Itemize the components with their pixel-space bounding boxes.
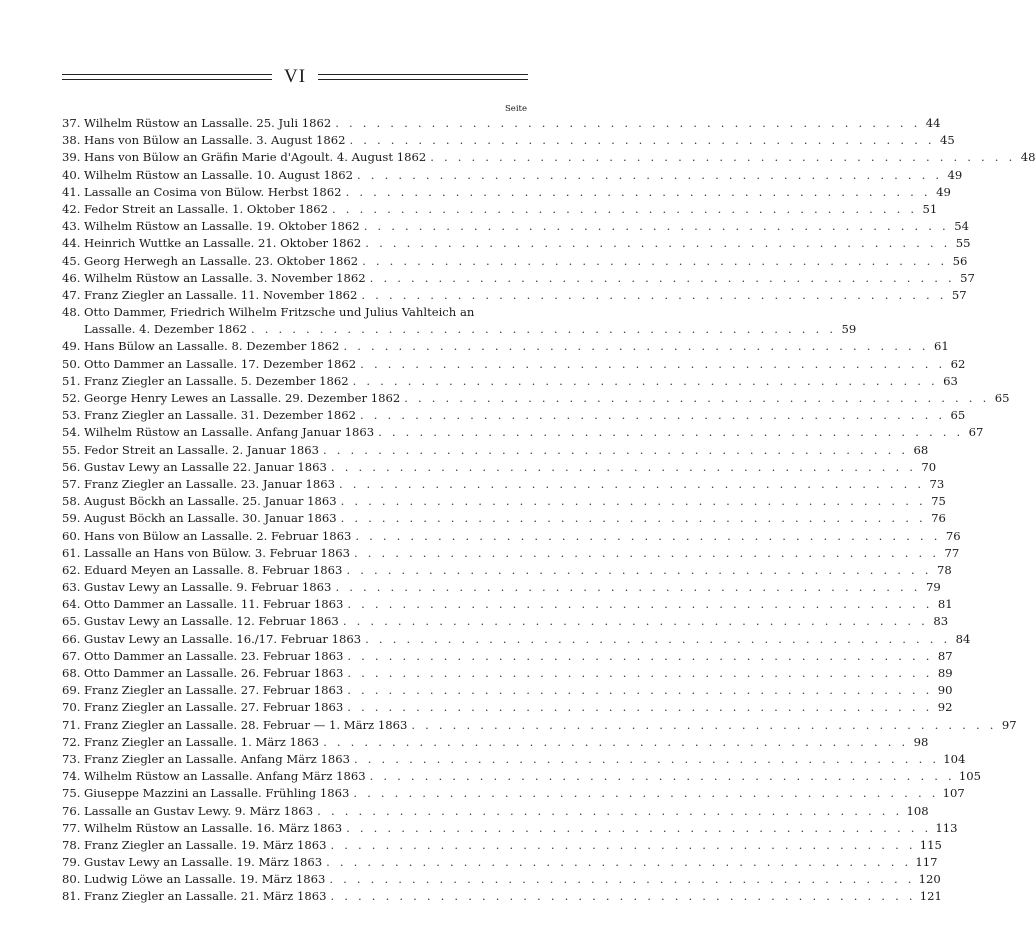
dot-leader: . . . . . . . . . . . . . . . . . . . . . . . . . . . . . . . . . . . . . . . . . . .	[353, 545, 940, 560]
entry-title-continued: Lassalle. 4. Dezember 1862	[84, 322, 247, 337]
dot-leader: . . . . . . . . . . . . . . . . . . . . . . . . . . . . . . . . . . . . . . . . . . .	[430, 150, 1016, 165]
dot-leader: . . . . . . . . . . . . . . . . . . . . . . . . . . . . . . . . . . . . . . . . . . .	[343, 339, 929, 354]
entry-page: 44	[925, 116, 941, 130]
toc-entry	[62, 596, 953, 613]
entry-title: Franz Ziegler an Lassalle. 27. Februar 1863	[84, 683, 344, 698]
toc-entry	[62, 837, 942, 854]
toc-entry	[62, 648, 953, 665]
dot-leader: . . . . . . . . . . . . . . . . . . . . . . . . . . . . . . . . . . . . . . . . . . .	[339, 476, 925, 491]
entry-number: 73.	[62, 751, 81, 766]
dot-leader: . . . . . . . . . . . . . . . . . . . . . . . . . . . . . . . . . . . . . . . . . . .	[346, 820, 932, 835]
entry-title: Franz Ziegler an Lassalle. 28. Februar — 1. März 1863	[84, 717, 408, 732]
entry-number: 42.	[62, 201, 81, 216]
entry-number: 38.	[62, 133, 81, 148]
entry-title: Franz Ziegler an Lassalle. 31. Dezember 1862	[84, 408, 356, 423]
entry-page: 104	[943, 751, 966, 766]
entry-page: 51	[922, 201, 938, 216]
entry-page: 115	[919, 837, 942, 852]
entry-title: Wilhelm Rüstow an Lassalle. 19. Oktober 1862	[84, 219, 360, 234]
entry-number: 43.	[62, 219, 81, 234]
entry-number: 37.	[62, 116, 81, 130]
toc-entry	[62, 442, 929, 459]
dot-leader: . . . . . . . . . . . . . . . . . . . . . . . . . . . . . . . . . . . . . . . . . . .	[347, 683, 933, 698]
entry-page: 77	[944, 545, 960, 560]
entry-page: 54	[954, 219, 969, 234]
entry-title: Hans von Bülow an Gräfin Marie d'Agoult. 4. August 1862	[84, 150, 427, 165]
entry-page: 56	[952, 253, 968, 268]
entry-number: 48.	[62, 305, 81, 320]
dot-leader: . . . . . . . . . . . . . . . . . . . . . . . . . . . . . . . . . . . . . . . . . . .	[317, 803, 903, 818]
dot-leader: . . . . . . . . . . . . . . . . . . . . . . . . . . . . . . . . . . . . . . . . . . .	[342, 614, 929, 629]
entry-page: 78	[936, 562, 952, 577]
entry-page: 79	[925, 580, 941, 595]
entry-page: 67	[968, 425, 984, 440]
entry-title: Gustav Lewy an Lassalle. 19. März 1863	[84, 855, 323, 870]
entry-number: 67.	[62, 648, 81, 663]
dot-leader: . . . . . . . . . . . . . . . . . . . . . . . . . . . . . . . . . . . . . . . . . . .	[330, 459, 917, 474]
entry-page: 89	[937, 666, 953, 680]
toc-entry	[62, 631, 971, 648]
header-rule-left	[62, 74, 272, 80]
toc-entry	[62, 167, 963, 184]
entry-title: Wilhelm Rüstow an Lassalle. 10. August 1862	[84, 167, 354, 182]
toc-entry	[62, 785, 965, 802]
entry-page: 121	[919, 889, 942, 904]
entry-title: Giuseppe Mazzini an Lassalle. Frühling 1863	[84, 786, 350, 801]
entry-title: Franz Ziegler an Lassalle. 19. März 1863	[84, 837, 327, 852]
entry-title: Hans von Bülow an Lassalle. 3. August 1862	[84, 133, 346, 148]
toc-entry	[62, 682, 953, 699]
entry-title: Eduard Meyen an Lassalle. 8. Februar 1863	[84, 562, 343, 577]
toc-entry	[62, 270, 975, 287]
toc-entry	[62, 803, 929, 820]
dot-leader: . . . . . . . . . . . . . . . . . . . . . . . . . . . . . . . . . . . . . . . . . . .	[329, 872, 915, 887]
entry-title: Hans von Bülow an Lassalle. 2. Februar 1863	[84, 528, 352, 543]
entry-number: 59.	[62, 511, 81, 526]
dot-leader: . . . . . . . . . . . . . . . . . . . . . . . . . . . . . . . . . . . . . . . . . . .	[411, 717, 997, 732]
dot-leader: . . . . . . . . . . . . . . . . . . . . . . . . . . . . . . . . . . . . . . . . . . .	[360, 356, 946, 371]
entry-number: 79.	[62, 855, 81, 870]
entry-title: August Böckh an Lassalle. 30. Januar 1863	[84, 511, 337, 526]
toc-entry	[62, 665, 953, 682]
entry-title: August Böckh an Lassalle. 25. Januar 1863	[84, 494, 337, 509]
entry-title: Lassalle an Hans von Bülow. 3. Februar 1863	[84, 545, 350, 560]
entry-number: 75.	[62, 786, 81, 801]
dot-leader: . . . . . . . . . . . . . . . . . . . . . . . . . . . . . . . . . . . . . . . . . . .	[353, 786, 939, 801]
toc-entry	[62, 820, 958, 837]
entry-number: 51.	[62, 373, 81, 388]
entry-title: Franz Ziegler an Lassalle. 5. Dezember 1862	[84, 373, 349, 388]
dot-leader: . . . . . . . . . . . . . . . . . . . . . . . . . . . . . . . . . . . . . . . . . . .	[347, 597, 933, 612]
toc-entry	[62, 768, 982, 785]
dot-leader: . . . . . . . . . . . . . . . . . . . . . . . . . . . . . . . . . . . . . . . . . . .	[355, 528, 941, 543]
entry-number: 78.	[62, 837, 81, 852]
dot-leader: . . . . . . . . . . . . . . . . . . . . . . . . . . . . . . . . . . . . . . . . . . .	[332, 201, 918, 216]
entry-number: 68.	[62, 666, 81, 680]
dot-leader: . . . . . . . . . . . . . . . . . . . . . . . . . . . . . . . . . . . . . . . . . . .	[360, 408, 946, 423]
entry-page: 97	[1001, 717, 1017, 732]
entry-page: 76	[931, 511, 946, 526]
dot-leader: . . . . . . . . . . . . . . . . . . . . . . . . . . . . . . . . . . . . . . . . . . .	[361, 287, 947, 302]
entry-page: 65	[950, 408, 966, 423]
toc-entry	[62, 287, 967, 304]
entry-page: 87	[937, 648, 953, 663]
entry-number: 64.	[62, 597, 81, 612]
toc-entry	[62, 579, 941, 596]
toc-entry	[62, 562, 952, 579]
entry-title: Wilhelm Rüstow an Lassalle. Anfang März 1863	[84, 769, 366, 784]
entry-title: Wilhelm Rüstow an Lassalle. 16. März 1863	[84, 820, 343, 835]
entry-title: Otto Dammer an Lassalle. 23. Februar 1863	[84, 648, 344, 663]
entry-title: Gustav Lewy an Lassalle. 9. Februar 1863	[84, 580, 332, 595]
dot-leader: . . . . . . . . . . . . . . . . . . . . . . . . . . . . . . . . . . . . . . . . . . .	[369, 769, 955, 784]
toc-entry	[62, 751, 966, 768]
dot-leader: . . . . . . . . . . . . . . . . . . . . . . . . . . . . . . . . . . . . . . . . . . .	[349, 133, 935, 148]
entry-number: 54.	[62, 425, 81, 440]
entry-number: 74.	[62, 769, 81, 784]
toc-entry	[62, 201, 938, 218]
page-number: VI	[283, 66, 307, 87]
entry-page: 90	[937, 683, 953, 698]
dot-leader: . . . . . . . . . . . . . . . . . . . . . . . . . . . . . . . . . . . . . . . . . . .	[365, 631, 951, 646]
dot-leader: . . . . . . . . . . . . . . . . . . . . . . . . . . . . . . . . . . . . . . . . . . .	[352, 373, 938, 388]
entry-page: 48	[1020, 150, 1035, 165]
toc-entry	[62, 493, 946, 510]
entry-title: Franz Ziegler an Lassalle. Anfang März 1863	[84, 751, 350, 766]
table-of-contents	[62, 115, 1035, 906]
entry-page: 108	[906, 803, 929, 818]
entry-number: 57.	[62, 476, 81, 491]
entry-title: Wilhelm Rüstow an Lassalle. 25. Juli 1862	[84, 116, 332, 130]
entry-page: 73	[929, 476, 945, 491]
entry-title: Lassalle an Cosima von Bülow. Herbst 1862	[84, 184, 342, 199]
entry-number: 77.	[62, 820, 81, 835]
entry-page: 75	[931, 494, 946, 509]
entry-title: Gustav Lewy an Lassalle. 12. Februar 1863	[84, 614, 339, 629]
entry-page: 57	[960, 270, 975, 285]
entry-number: 53.	[62, 408, 81, 423]
entry-page: 68	[913, 442, 929, 457]
seite-label: Seite	[504, 104, 527, 114]
toc-entry	[62, 613, 949, 630]
entry-page: 45	[940, 133, 955, 148]
toc-entry	[62, 699, 953, 716]
entry-title: Lassalle an Gustav Lewy. 9. März 1863	[84, 803, 314, 818]
entry-page: 81	[937, 597, 953, 612]
entry-page: 83	[933, 614, 949, 629]
entry-page: 84	[955, 631, 971, 646]
entry-number: 72.	[62, 734, 81, 749]
dot-leader: . . . . . . . . . . . . . . . . . . . . . . . . . . . . . . . . . . . . . . . . . . .	[369, 270, 955, 285]
entry-number: 41.	[62, 184, 81, 199]
dot-leader: . . . . . . . . . . . . . . . . . . . . . . . . . . . . . . . . . . . . . . . . . . .	[340, 494, 926, 509]
entry-title: Heinrich Wuttke an Lassalle. 21. Oktober 1862	[84, 236, 362, 251]
entry-title: Franz Ziegler an Lassalle. 23. Januar 1863	[84, 476, 335, 491]
toc-entry	[62, 373, 958, 390]
toc-entry	[62, 304, 857, 338]
entry-number: 61.	[62, 545, 81, 560]
toc-entry	[62, 149, 1035, 166]
dot-leader: . . . . . . . . . . . . . . . . . . . . . . . . . . . . . . . . . . . . . . . . . . .	[346, 562, 932, 577]
toc-entry	[62, 871, 941, 888]
entry-page: 62	[950, 356, 966, 371]
toc-entry	[62, 510, 946, 527]
dot-leader: . . . . . . . . . . . . . . . . . . . . . . . . . . . . . . . . . . . . . . . . . . .	[322, 442, 909, 457]
entry-page: 49	[936, 184, 951, 199]
entry-page: 49	[947, 167, 963, 182]
toc-entry	[62, 356, 966, 373]
entry-title: Otto Dammer an Lassalle. 17. Dezember 1862	[84, 356, 357, 371]
toc-entry	[62, 218, 969, 235]
entry-number: 70.	[62, 700, 81, 715]
entry-page: 117	[915, 855, 938, 870]
entry-title: Hans Bülow an Lassalle. 8. Dezember 1862	[84, 339, 340, 354]
entry-number: 58.	[62, 494, 81, 509]
entry-title: Fedor Streit an Lassalle. 2. Januar 1863	[84, 442, 319, 457]
entry-page: 65	[994, 391, 1010, 405]
toc-entry	[62, 734, 929, 751]
entry-number: 52.	[62, 391, 81, 405]
header-rule-right	[318, 74, 528, 80]
entry-number: 65.	[62, 614, 81, 629]
entry-title: Otto Dammer, Friedrich Wilhelm Fritzsche und Julius Vahlteich an	[84, 305, 475, 320]
toc-entry	[62, 407, 966, 424]
entry-title: George Henry Lewes an Lassalle. 29. Dezember 1862	[84, 391, 401, 405]
entry-page: 57	[951, 287, 967, 302]
entry-number: 76.	[62, 803, 81, 818]
toc-entry	[62, 253, 968, 270]
dot-leader: . . . . . . . . . . . . . . . . . . . . . . . . . . . . . . . . . . . . . . . . . . .	[404, 391, 990, 405]
dot-leader: . . . . . . . . . . . . . . . . . . . . . . . . . . . . . . . . . . . . . . . . . . .	[340, 511, 926, 526]
entry-title: Georg Herwegh an Lassalle. 23. Oktober 1862	[84, 253, 359, 268]
entry-title: Fedor Streit an Lassalle. 1. Oktober 1862	[84, 201, 329, 216]
dot-leader: . . . . . . . . . . . . . . . . . . . . . . . . . . . . . . . . . . . . . . . . . . .	[353, 751, 940, 766]
entry-page: 76	[945, 528, 961, 543]
toc-entry	[62, 132, 955, 149]
toc-entry	[62, 115, 941, 132]
dot-leader: . . . . . . . . . . . . . . . . . . . . . . . . . . . . . . . . . . . . . . . . . . .	[330, 889, 916, 904]
entry-number: 40.	[62, 167, 81, 182]
entry-title: Ludwig Löwe an Lassalle. 19. März 1863	[84, 872, 326, 887]
dot-leader: . . . . . . . . . . . . . . . . . . . . . . . . . . . . . . . . . . . . . . . . . . .	[335, 116, 921, 130]
dot-leader: . . . . . . . . . . . . . . . . . . . . . . . . . . . . . . . . . . . . . . . . . . .	[330, 837, 916, 852]
entry-page: 98	[913, 734, 929, 749]
dot-leader: . . . . . . . . . . . . . . . . . . . . . . . . . . . . . . . . . . . . . . . . . . .	[357, 167, 943, 182]
entry-title: Wilhelm Rüstow an Lassalle. Anfang Januar 1863	[84, 425, 375, 440]
entry-title: Otto Dammer an Lassalle. 26. Februar 1863	[84, 666, 344, 680]
entry-page: 113	[935, 820, 958, 835]
dot-leader: . . . . . . . . . . . . . . . . . . . . . . . . . . . . . . . . . . . . . . . . . . .	[347, 700, 933, 715]
dot-leader: . . . . . . . . . . . . . . . . . . . . . . . . . . . . . . . . . . . . . . . . . . .	[323, 734, 909, 749]
toc-entry	[62, 717, 1017, 734]
entry-page: 107	[942, 786, 965, 801]
toc-entry	[62, 545, 960, 562]
entry-title: Gustav Lewy an Lassalle 22. Januar 1863	[84, 459, 327, 474]
entry-page: 92	[937, 700, 953, 715]
entry-number: 47.	[62, 287, 81, 302]
toc-page	[62, 66, 1035, 906]
entry-number: 69.	[62, 683, 81, 698]
dot-leader: . . . . . . . . . . . . . . . . . . . . . . . . . . . . . . . . . . . . . . . . . . .	[326, 855, 912, 870]
dot-leader: . . . . . . . . . . . . . . . . . . . . . . . . . . . . . . . . . . . . . . . . . . .	[363, 219, 949, 234]
entry-number: 56.	[62, 459, 81, 474]
toc-entry	[62, 854, 938, 871]
entry-title: Wilhelm Rüstow an Lassalle. 3. November 1862	[84, 270, 366, 285]
entry-number: 71.	[62, 717, 81, 732]
entry-number: 55.	[62, 442, 81, 457]
dot-leader: . . . . . . . . . . . . . . . . . . . . . . . . . . . . . . . . . . . . . . . . . . .	[362, 253, 948, 268]
dot-leader: . . . . . . . . . . . . . . . . . . . . . . . . . . . . . . . . . . . . . . . . . . .	[347, 666, 933, 680]
entry-title: Otto Dammer an Lassalle. 11. Februar 1863	[84, 597, 344, 612]
entry-number: 44.	[62, 236, 81, 251]
entry-page: 59	[841, 322, 857, 337]
dot-leader: . . . . . . . . . . . . . . . . . . . . . . . . . . . . . . . . . . . . . . . . . . .	[365, 236, 951, 251]
dot-leader: . . . . . . . . . . . . . . . . . . . . . . . . . . . . . . . . . . . . . . . . . . .	[335, 580, 921, 595]
entry-number: 49.	[62, 339, 81, 354]
toc-entry	[62, 888, 942, 905]
toc-entry	[62, 476, 945, 493]
entry-number: 45.	[62, 253, 81, 268]
toc-entry	[62, 184, 951, 201]
entry-number: 50.	[62, 356, 81, 371]
entry-number: 80.	[62, 872, 81, 887]
dot-leader: . . . . . . . . . . . . . . . . . . . . . . . . . . . . . . . . . . . . . . . . . . .	[378, 425, 964, 440]
dot-leader: . . . . . . . . . . . . . . . . . . . . . . . . . . . . . . . . . . . . . . . . . . .	[347, 648, 933, 663]
toc-entry	[62, 459, 937, 476]
entry-number: 39.	[62, 150, 81, 165]
entry-number: 66.	[62, 631, 81, 646]
entry-number: 46.	[62, 270, 81, 285]
toc-entry	[62, 235, 971, 252]
entry-title: Franz Ziegler an Lassalle. 11. November 1862	[84, 287, 358, 302]
entry-page: 63	[943, 373, 958, 388]
toc-entry	[62, 424, 984, 441]
entry-number: 62.	[62, 562, 81, 577]
entry-page: 105	[958, 769, 982, 784]
dot-leader: . . . . . . . . . . . . . . . . . . . . . . . . . . . . . . . . . . . . . . . . . . .	[250, 322, 837, 337]
entry-page: 55	[955, 236, 971, 251]
entry-page: 120	[918, 872, 941, 887]
entry-number: 81.	[62, 889, 81, 904]
entry-page: 61	[933, 339, 949, 354]
dot-leader: . . . . . . . . . . . . . . . . . . . . . . . . . . . . . . . . . . . . . . . . . . .	[345, 184, 931, 199]
page-header	[62, 66, 528, 88]
entry-title: Franz Ziegler an Lassalle. 27. Februar 1863	[84, 700, 344, 715]
entry-number: 63.	[62, 580, 81, 595]
entry-title: Franz Ziegler an Lassalle. 21. März 1863	[84, 889, 327, 904]
entry-title: Franz Ziegler an Lassalle. 1. März 1863	[84, 734, 320, 749]
toc-entry	[62, 528, 961, 545]
toc-entry	[62, 338, 949, 355]
entry-title: Gustav Lewy an Lassalle. 16./17. Februar 1863	[84, 631, 362, 646]
entry-page: 70	[921, 459, 937, 474]
toc-entry	[62, 390, 1010, 407]
entry-number: 60.	[62, 528, 81, 543]
